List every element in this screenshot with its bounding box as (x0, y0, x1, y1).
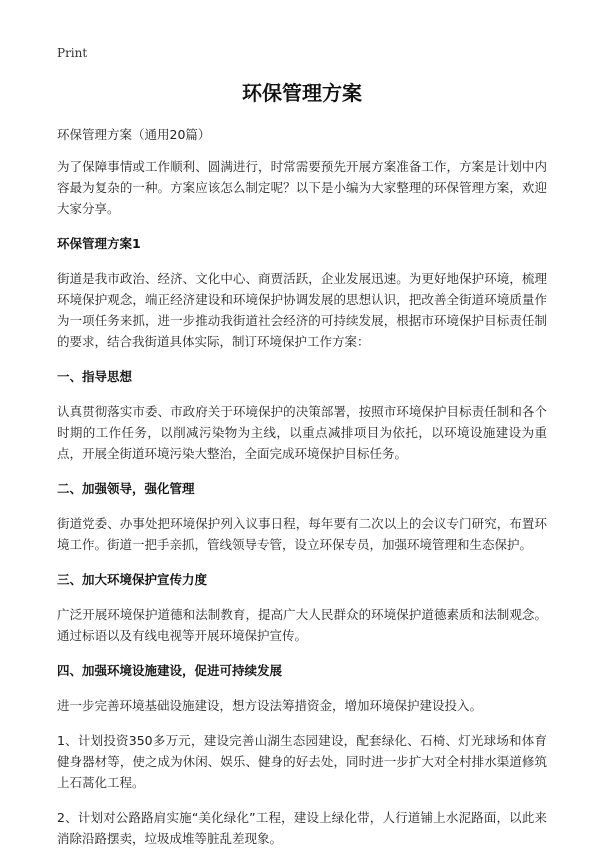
document-body (57, 80, 547, 863)
heading-infrastructure: 四、加强环境设施建设，促进可持续发展 (57, 663, 283, 678)
print-link[interactable]: Print (57, 46, 88, 60)
heading-publicity: 三、加大环境保护宣传力度 (57, 572, 208, 587)
paragraph-infrastructure: 进一步完善环境基础设施建设，想方设法筹措资金，增加环境保护建设投入。 (57, 698, 483, 713)
paragraph-plan-1: 1、计划投资350多万元，建设完善山湖生态园建设，配套绿化、石椅、灯光球场和体育健身器材等，使之成为休闲、娱乐、健身的好去处，同时进一步扩大对全村排水渠道修筑上石蒿化工程。 (57, 733, 547, 790)
document-title: 环保管理方案 (242, 81, 362, 105)
heading-guiding-ideology: 一、指导思想 (57, 369, 133, 384)
paragraph-leadership: 街道党委、办事处把环境保护列入议事日程，每年要有二次以上的会议专门研究，布置环境工作。街道一把手亲抓，管线领导专管，设立环保专员，加强环境管理和生态保护。 (57, 516, 547, 552)
intro-paragraph: 为了保障事情或工作顺利、圆满进行，时常需要预先开展方案准备工作，方案是计划中内容最为复杂的一种。方案应该怎么制定呢？以下是小编为大家整理的环保管理方案，欢迎大家分享。 (57, 159, 547, 216)
section-heading: 环保管理方案1 (57, 236, 141, 251)
section-paragraph: 街道是我市政治、经济、文化中心、商贾活跃，企业发展迅速。为更好地保护环境，梳理环境保护观念，端正经济建设和环境保护协调发展的思想认识，把改善全街道环境质量作为一项任务来抓，进一步推动我街道社会经济的可持续发展，根据市环境保护目标责任制的要求，结合我街道具体实际，制订环境保护工作方案： (57, 271, 547, 349)
paragraph-guiding-ideology: 认真贯彻落实市委、市政府关于环境保护的决策部署，按照市环境保护目标责任制和各个时期的工作任务，以削减污染物为主线，以重点减排项目为依托，以环境设施建设为重点，开展全街道环境污染大整治，全面完成环境保护目标任务。 (57, 404, 547, 461)
paragraph-plan-2: 2、计划对公路路肩实施“美化绿化”工程，建设上绿化带，人行道铺上水泥路面，以此来消除沿路摆卖，垃圾成堆等脏乱差现象。 (57, 810, 547, 846)
document-subtitle: 环保管理方案（通用20篇） (57, 127, 211, 142)
paragraph-publicity: 广泛开展环境保护道德和法制教育，提高广大人民群众的环境保护道德素质和法制观念。通过标语以及有线电视等开展环境保护宣传。 (57, 607, 547, 643)
heading-leadership: 二、加强领导，强化管理 (57, 481, 195, 496)
